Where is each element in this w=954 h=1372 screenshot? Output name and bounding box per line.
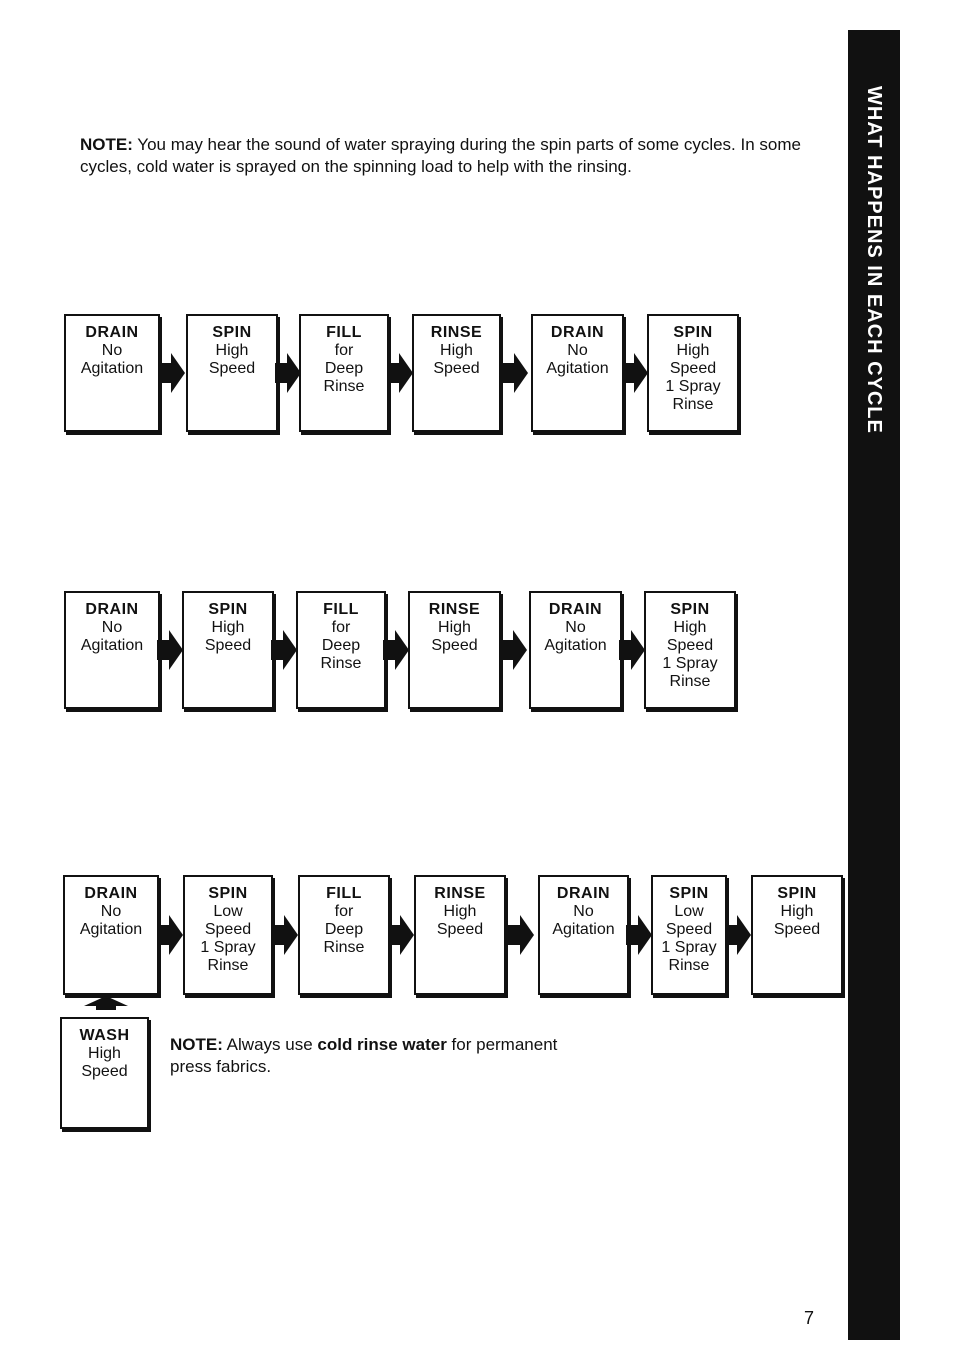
row3-step-box bbox=[183, 875, 273, 995]
row1-step-box bbox=[412, 314, 501, 432]
flow-arrow-icon bbox=[520, 915, 534, 955]
step-detail: Rinse bbox=[207, 957, 249, 974]
flow-arrow-icon bbox=[638, 915, 652, 955]
step-detail: High bbox=[673, 619, 707, 636]
step-label: SPIN bbox=[670, 601, 710, 618]
row2-step-box bbox=[408, 591, 501, 709]
step-detail: Low bbox=[213, 903, 243, 920]
step-detail: Agitation bbox=[552, 921, 615, 938]
step-detail: for bbox=[331, 619, 351, 636]
row2-step-box bbox=[182, 591, 274, 709]
step-detail: High bbox=[211, 619, 245, 636]
step-detail: No bbox=[101, 619, 123, 636]
step-detail: 1 Spray bbox=[665, 378, 721, 395]
bottom-note-post: for permanent press fabrics. bbox=[170, 1035, 558, 1076]
flow-arrow-icon bbox=[395, 630, 409, 670]
row1-step-box bbox=[299, 314, 389, 432]
step-detail: No bbox=[567, 342, 588, 359]
flow-arrow-icon bbox=[169, 630, 183, 670]
up-arrow-icon bbox=[84, 996, 128, 1006]
flow-arrow-icon bbox=[171, 353, 185, 393]
step-detail: Low bbox=[674, 903, 704, 920]
section-side-tab bbox=[848, 30, 900, 1340]
row3-step-box bbox=[651, 875, 727, 995]
step-detail: Speed bbox=[773, 921, 821, 938]
row3-step-box bbox=[298, 875, 390, 995]
step-detail: Deep bbox=[321, 637, 361, 654]
step-label: WASH bbox=[79, 1027, 130, 1044]
step-label: RINSE bbox=[428, 601, 481, 618]
step-detail: High bbox=[438, 619, 471, 636]
step-detail: High bbox=[215, 342, 249, 359]
step-detail: for bbox=[334, 903, 354, 920]
page-number: 7 bbox=[804, 1308, 815, 1328]
step-detail: Rinse bbox=[669, 673, 711, 690]
step-detail: Rinse bbox=[668, 957, 710, 974]
flow-arrow-icon bbox=[400, 915, 414, 955]
step-detail: High bbox=[440, 342, 473, 359]
step-label: RINSE bbox=[430, 324, 483, 341]
step-detail: Agitation bbox=[80, 360, 144, 377]
row1-step-box bbox=[64, 314, 160, 432]
wash-step-box bbox=[60, 1017, 149, 1129]
step-detail: Rinse bbox=[672, 396, 714, 413]
step-detail: Rinse bbox=[323, 939, 365, 956]
flow-arrow-icon bbox=[399, 353, 413, 393]
step-label: SPIN bbox=[208, 885, 248, 902]
flow-arrow-icon bbox=[513, 630, 527, 670]
step-detail: Speed bbox=[436, 921, 484, 938]
step-label: SPIN bbox=[669, 885, 709, 902]
top-note bbox=[80, 134, 830, 178]
row2-step-box bbox=[64, 591, 160, 709]
step-detail: Speed bbox=[204, 921, 252, 938]
step-detail: No bbox=[101, 342, 123, 359]
step-label: SPIN bbox=[777, 885, 817, 902]
step-label: DRAIN bbox=[85, 601, 139, 618]
step-detail: Speed bbox=[433, 360, 480, 377]
step-label: DRAIN bbox=[556, 885, 611, 902]
flow-arrow-icon bbox=[169, 915, 183, 955]
step-detail: High bbox=[780, 903, 814, 920]
bottom-note-label: NOTE: bbox=[170, 1035, 223, 1054]
step-label: SPIN bbox=[212, 324, 252, 341]
step-detail: Agitation bbox=[544, 637, 607, 654]
row1-step-box bbox=[531, 314, 624, 432]
row3-step-box bbox=[63, 875, 159, 995]
step-label: RINSE bbox=[434, 885, 486, 902]
row3-step-box bbox=[538, 875, 629, 995]
step-detail: Agitation bbox=[546, 360, 609, 377]
row2-step-box bbox=[644, 591, 736, 709]
step-detail: Speed bbox=[208, 360, 256, 377]
top-note-text: You may hear the sound of water spraying during the spin parts of some cycles. In some cycles, cold water is sprayed on the spinning load to help with the rinsing. bbox=[80, 135, 801, 176]
bottom-note-bold: cold rinse water bbox=[317, 1035, 447, 1054]
row2-step-box bbox=[296, 591, 386, 709]
step-label: FILL bbox=[326, 324, 362, 341]
step-detail: Speed bbox=[81, 1063, 128, 1080]
step-label: SPIN bbox=[208, 601, 248, 618]
step-detail: for bbox=[334, 342, 354, 359]
row3-step-box bbox=[414, 875, 506, 995]
step-detail: High bbox=[443, 903, 477, 920]
row2-step-box bbox=[529, 591, 622, 709]
flow-arrow-icon bbox=[284, 915, 298, 955]
step-label: DRAIN bbox=[85, 324, 139, 341]
row3-step-box bbox=[751, 875, 843, 995]
step-label: DRAIN bbox=[548, 601, 603, 618]
flow-arrow-icon bbox=[631, 630, 645, 670]
step-detail: High bbox=[676, 342, 710, 359]
step-detail: High bbox=[88, 1045, 121, 1062]
step-detail: Speed bbox=[204, 637, 252, 654]
step-detail: Rinse bbox=[323, 378, 365, 395]
step-detail: Deep bbox=[324, 921, 364, 938]
step-label: FILL bbox=[326, 885, 362, 902]
flow-arrow-icon bbox=[634, 353, 648, 393]
top-note-label: NOTE: bbox=[80, 135, 133, 154]
step-detail: Speed bbox=[669, 360, 717, 377]
step-detail: Agitation bbox=[80, 637, 144, 654]
flow-arrow-icon bbox=[283, 630, 297, 670]
bottom-note-pre: Always use bbox=[222, 1035, 318, 1054]
step-detail: Speed bbox=[665, 921, 713, 938]
step-detail: Speed bbox=[666, 637, 714, 654]
step-detail: 1 Spray bbox=[661, 939, 717, 956]
section-title: WHAT HAPPENS IN EACH CYCLE bbox=[863, 86, 885, 434]
step-detail: 1 Spray bbox=[662, 655, 718, 672]
step-detail: Deep bbox=[324, 360, 364, 377]
step-label: DRAIN bbox=[550, 324, 605, 341]
row1-step-box bbox=[186, 314, 278, 432]
bottom-note bbox=[170, 1034, 590, 1078]
step-detail: No bbox=[565, 619, 586, 636]
step-detail: Agitation bbox=[79, 921, 143, 938]
flow-arrow-icon bbox=[514, 353, 528, 393]
step-label: SPIN bbox=[673, 324, 713, 341]
flow-arrow-icon bbox=[737, 915, 751, 955]
step-detail: No bbox=[100, 903, 122, 920]
step-detail: Speed bbox=[431, 637, 478, 654]
step-detail: 1 Spray bbox=[200, 939, 256, 956]
step-detail: No bbox=[573, 903, 594, 920]
step-label: FILL bbox=[323, 601, 359, 618]
row1-step-box bbox=[647, 314, 739, 432]
step-label: DRAIN bbox=[84, 885, 138, 902]
step-detail: Rinse bbox=[320, 655, 362, 672]
